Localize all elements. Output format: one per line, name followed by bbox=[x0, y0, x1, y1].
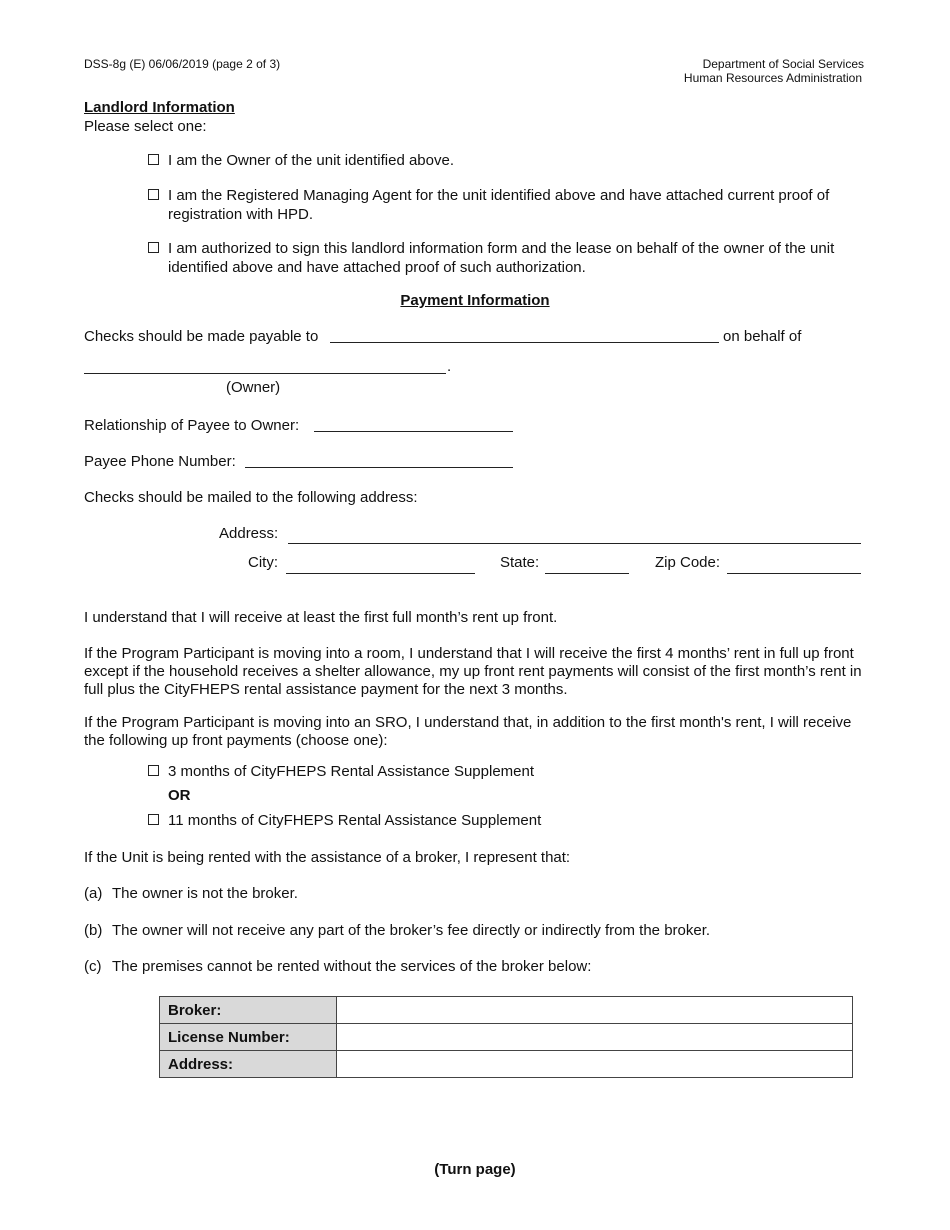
checkbox-icon[interactable] bbox=[148, 189, 159, 200]
checkbox-icon[interactable] bbox=[148, 765, 159, 776]
zip-field[interactable] bbox=[727, 573, 861, 574]
on-behalf-label: on behalf of bbox=[723, 328, 802, 345]
state-label: State: bbox=[500, 554, 540, 571]
broker-item-marker: (b) bbox=[84, 922, 103, 939]
checkbox-icon[interactable] bbox=[148, 242, 159, 253]
sro-option-11-months[interactable] bbox=[148, 811, 868, 830]
relationship-label: Relationship of Payee to Owner: bbox=[84, 417, 300, 434]
payable-to-label: Checks should be made payable to bbox=[84, 328, 319, 345]
administration-name: Human Resources Administration bbox=[683, 71, 862, 85]
license-number-label: License Number: bbox=[160, 1024, 337, 1051]
landlord-option-authorized[interactable] bbox=[148, 239, 868, 277]
landlord-option-agent[interactable] bbox=[148, 186, 868, 224]
broker-address-label: Address: bbox=[160, 1051, 337, 1078]
broker-input[interactable] bbox=[337, 997, 853, 1024]
landlord-option-label: I am the Owner of the unit identified above. bbox=[168, 152, 455, 169]
state-field[interactable] bbox=[545, 573, 629, 574]
address-label: Address: bbox=[219, 525, 279, 542]
address-field[interactable] bbox=[288, 543, 861, 544]
broker-item-text: The premises cannot be rented without the services of the broker below: bbox=[112, 958, 592, 975]
payee-name-field[interactable] bbox=[330, 342, 719, 343]
mail-address-label: Checks should be mailed to the following address: bbox=[84, 489, 418, 506]
terms-sro: If the Program Participant is moving into an SRO, I understand that, in addition to the first month's rent, I will receive the following up front payments (choose one): bbox=[84, 714, 852, 749]
payment-heading: Payment Information bbox=[400, 292, 550, 309]
terms-first-month: I understand that I will receive at least the first full month’s rent up front. bbox=[84, 609, 558, 626]
broker-item-text: The owner is not the broker. bbox=[112, 885, 298, 902]
table-row bbox=[160, 997, 853, 1024]
broker-address-input[interactable] bbox=[337, 1051, 853, 1078]
sro-option-label: 11 months of CityFHEPS Rental Assistance Supplement bbox=[168, 812, 542, 829]
table-row bbox=[160, 1024, 853, 1051]
city-field[interactable] bbox=[286, 573, 475, 574]
broker-table bbox=[159, 996, 853, 1078]
sro-option-label: 3 months of CityFHEPS Rental Assistance Supplement bbox=[168, 763, 535, 780]
terms-room: If the Program Participant is moving into a room, I understand that I will receive the first 4 months’ rent in full up front except if the household receives a shelter allowance, my up front rent payments will consist of the first month’s rent in full plus the CityFHEPS rental assistance payment for the next 3 months. bbox=[84, 645, 862, 698]
phone-label: Payee Phone Number: bbox=[84, 453, 236, 470]
checkbox-icon[interactable] bbox=[148, 154, 159, 165]
broker-intro: If the Unit is being rented with the assistance of a broker, I represent that: bbox=[84, 849, 571, 866]
broker-item-marker: (a) bbox=[84, 885, 103, 902]
sro-option-3-months[interactable] bbox=[148, 762, 868, 781]
phone-field[interactable] bbox=[245, 467, 513, 468]
turn-page-label: (Turn page) bbox=[434, 1161, 516, 1178]
landlord-prompt: Please select one: bbox=[84, 118, 207, 135]
license-number-input[interactable] bbox=[337, 1024, 853, 1051]
owner-caption: (Owner) bbox=[226, 379, 281, 396]
landlord-option-label: I am the Registered Managing Agent for the unit identified above and have attached current proof of registration with HPD. bbox=[168, 187, 830, 223]
landlord-option-owner[interactable] bbox=[148, 151, 868, 170]
zip-label: Zip Code: bbox=[655, 554, 721, 571]
broker-item-marker: (c) bbox=[84, 958, 102, 975]
broker-item-text: The owner will not receive any part of the broker’s fee directly or indirectly from the broker. bbox=[112, 922, 711, 939]
or-label: OR bbox=[168, 787, 191, 804]
relationship-field[interactable] bbox=[314, 431, 513, 432]
owner-name-field[interactable] bbox=[84, 373, 446, 374]
broker-label: Broker: bbox=[160, 997, 337, 1024]
city-label: City: bbox=[248, 554, 278, 571]
department-name: Department of Social Services bbox=[702, 57, 864, 71]
landlord-heading: Landlord Information bbox=[84, 99, 235, 116]
checkbox-icon[interactable] bbox=[148, 814, 159, 825]
landlord-option-label: I am authorized to sign this landlord information form and the lease on behalf of the owner of the unit identified above and have attached proof of such authorization. bbox=[168, 240, 835, 276]
table-row bbox=[160, 1051, 853, 1078]
owner-period: . bbox=[447, 358, 452, 375]
form-id: DSS-8g (E) 06/06/2019 (page 2 of 3) bbox=[84, 57, 281, 71]
